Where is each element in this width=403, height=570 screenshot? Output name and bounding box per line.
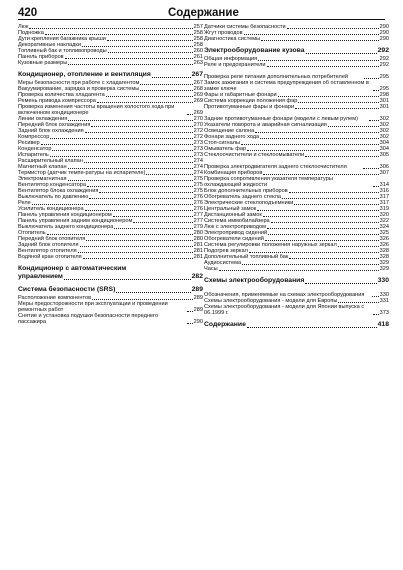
dot-leader [114,228,192,229]
dot-leader [261,40,378,41]
entry-page: 272 [193,134,203,140]
entry-page: 330 [379,292,389,298]
dot-leader [41,144,193,145]
toc-entry [204,304,389,316]
entry-page: 274 [193,170,203,176]
entry-page: 328 [379,254,389,260]
dot-leader [113,216,193,217]
toc-entry [204,158,389,170]
page-header [18,3,385,19]
entry-page: 292 [379,62,389,68]
entry-page: 258 [193,36,203,42]
entry-page: 274 [193,158,203,164]
dot-leader [146,174,192,175]
dot-leader [363,168,378,169]
toc-left-column [18,24,203,325]
toc-entry [204,286,389,298]
section-page: 289 [191,286,203,293]
dot-leader [87,186,193,187]
entry-title: Люк [18,24,29,30]
dot-leader [52,150,192,151]
dot-leader [242,264,379,265]
dot-leader [187,311,193,312]
entry-title: Датчики системы безопасности [204,24,286,30]
entry-page: 258 [193,42,203,48]
section-title-line1: Кондиционер с автоматическим [18,265,127,272]
entry-title: Расположение компонентов [18,295,92,301]
dot-leader [282,198,379,199]
dot-leader [97,102,193,103]
toc-entry [204,68,389,80]
entry-page: 289 [193,295,203,301]
entry-page: 302 [379,116,389,122]
dot-leader [255,132,378,133]
entry-title: Стоп-сигналы [204,140,240,146]
dot-leader [64,279,191,280]
dot-leader [50,138,192,139]
entry-page: 301 [379,104,389,110]
dot-leader [271,222,379,223]
entry-title: Дополнительный топливный бак [204,254,289,260]
entry-page: 324 [379,224,389,230]
entry-title: Реле и предохранители [204,62,266,68]
dot-leader [306,53,377,54]
toc-entry [204,176,389,188]
dot-leader [84,162,193,163]
entry-page: 302 [379,122,389,128]
dot-leader [289,192,379,193]
entry-page: 329 [379,260,389,266]
entry-title: Задние противотуманные фонари (модели с левым рулем) [204,116,358,122]
toc-section-heading [18,286,203,294]
entry-page: 273 [193,146,203,152]
entry-title: Система регулировки положения наружных зеркал [204,242,337,248]
dot-leader [187,323,193,324]
entry-page: 269 [193,98,203,104]
entry-title: Расширительный клапан [18,158,83,164]
entry-page: 257 [193,24,203,30]
entry-page: 320 [379,212,389,218]
entry-page: 314 [379,182,389,188]
entry-page: 290 [193,319,203,325]
entry-title: Меры предосторожности при эксплуатации и проведении ремонтных работ [18,301,168,313]
dot-leader [305,283,376,284]
entry-page: 325 [379,230,389,236]
entry-page: 302 [379,128,389,134]
dot-leader [140,84,192,85]
dot-leader [116,292,190,293]
entry-title: Передний блок отопителя [18,236,86,242]
dot-leader [241,144,379,145]
dot-leader [373,90,379,91]
entry-title: Магнитный клапан [18,164,67,170]
entry-page: 319 [379,206,389,212]
entry-title: Выключатель заднего кондиционера [18,224,114,230]
dot-leader [80,246,193,247]
entry-title: Панель управления задним кондиционером [18,218,133,224]
toc-section-heading [18,71,203,79]
entry-page: 298 [379,92,389,98]
entry-page: 260 [193,48,203,54]
dot-leader [247,327,377,328]
entry-title: Проверка электродвигателя заднего стеклоочистителя [204,164,347,170]
section-title: Система безопасности (SRS) [18,286,116,293]
entry-title: Вакуумирование, зарядка и проверка системы [18,86,140,92]
entry-title: Жгут проводов [204,30,243,36]
dot-leader [133,222,192,223]
toc-right-column [204,24,389,330]
dot-leader [83,258,193,259]
dot-leader [140,90,192,91]
entry-page: 268 [193,86,203,92]
dot-leader [68,180,193,181]
entry-title: Вентилятор блока охлаждения [18,188,99,194]
entry-page: 305 [379,152,389,158]
toc-entry [18,60,203,66]
entry-title: Компрессор [18,134,50,140]
dot-leader [152,77,191,78]
dot-leader [268,234,379,235]
entry-title: Фары и габаритные фонари [204,92,277,98]
entry-page: 301 [379,98,389,104]
dot-leader [65,58,193,59]
entry-title: Проверка изменения частоты вращения холостого хода при включенном кондиционере [18,104,175,116]
entry-page: 263 [193,60,203,66]
entry-title: Усилитель кондиционера [18,206,84,212]
entry-page: 290 [379,36,389,42]
toc-section-heading [18,265,203,281]
entry-page: 317 [379,194,389,200]
dot-leader [328,126,379,127]
entry-title: Выключатель по давлению [18,194,89,200]
dot-leader [108,52,193,53]
dot-leader [289,258,378,259]
toc-entry [18,104,203,116]
toc-entry [204,266,389,272]
entry-title: Водяной кран отопителя [18,254,82,260]
entry-title: Ресивер [18,140,40,146]
entry-page: 326 [379,236,389,242]
dot-leader [247,150,379,151]
entry-title: Обогреватель заднего стекла [204,194,281,200]
dot-leader [68,168,193,169]
entry-title: Линии охлаждения [18,116,68,122]
dot-leader [85,210,193,211]
toc-section-heading [204,47,389,55]
dot-leader [91,126,192,127]
entry-page: 276 [193,194,203,200]
dot-leader [50,156,193,157]
entry-title: Схемы электрооборудования - модели для Японии выпуска с 06.1999 г. [204,304,365,316]
entry-page: 267 [193,80,203,86]
entry-page: 289 [193,307,203,313]
entry-page: 269 [193,92,203,98]
toc-entry [18,301,203,313]
entry-title: Система коррекции положения фар [204,98,298,104]
entry-page: 275 [193,182,203,188]
entry-page: 292 [379,56,389,62]
entry-title: Схемы электрооборудования - модели для Европы [204,298,338,304]
dot-leader [249,252,379,253]
section-page: 282 [191,273,203,280]
dot-leader [267,228,379,229]
entry-page: 280 [193,230,203,236]
entry-title: Дистанционный замок [204,212,262,218]
dot-leader [338,302,378,303]
entry-page: 276 [193,206,203,212]
dot-leader [267,66,379,67]
dot-leader [219,270,379,271]
entry-title: Снятие и установка подушки безопасности переднего пассажира [18,313,159,325]
section-title-line2-row [18,273,203,281]
dot-leader [45,34,193,35]
entry-title: Диагностика системы [204,36,261,42]
dot-leader [187,114,193,115]
entry-title: Освещение салона [204,128,255,134]
entry-page: 306 [379,164,389,170]
entry-page: 373 [379,310,389,316]
toc-section-heading [204,321,389,329]
entry-page: 281 [193,254,203,260]
entry-title: Декоративные накладки [18,42,81,48]
entry-title: Отопитель [18,230,46,236]
entry-page: 295 [379,86,389,92]
entry-page: 272 [193,128,203,134]
entry-title: Подножка [18,30,44,36]
dot-leader [287,28,379,29]
entry-title: Блок дополнительных приборов [204,188,288,194]
section-page: 267 [191,71,203,78]
entry-title: Проверка реле питания дополнительных потребителей [204,74,349,80]
entry-title: Электрические стеклоподъемники [204,200,294,206]
entry-page: 273 [193,140,203,146]
section-page: 330 [377,277,389,284]
toc-section-heading [204,277,389,285]
entry-title: Общая информация [204,56,258,62]
entry-title: Конденсатор [18,146,52,152]
page-title: Содержание [168,7,239,19]
dot-leader [68,120,192,121]
entry-title: Аудиосистема [204,260,242,266]
dot-leader [295,108,379,109]
dot-leader [85,132,193,133]
entry-title: Обогреватели сидений [204,236,264,242]
dot-leader [369,120,379,121]
dot-leader [47,234,193,235]
entry-page: 274 [193,164,203,170]
entry-title: Электромагнитная [18,176,67,182]
entry-page: 270 [193,122,203,128]
section-page: 418 [377,321,389,328]
dot-leader [78,252,193,253]
dot-leader [372,296,379,297]
entry-title: Комбинация приборов [204,170,263,176]
dot-leader [89,198,192,199]
entry-page: 258 [193,30,203,36]
entry-page: 269 [193,110,203,116]
dot-leader [278,96,379,97]
entry-page: 277 [193,218,203,224]
entry-title: Вентилятор конденсатора [18,182,86,188]
dot-leader [244,34,379,35]
entry-page: 322 [379,218,389,224]
entry-page: 275 [193,188,203,194]
entry-title: Проверка сопротивления указателя температуры охлаждающей жидкости [204,176,333,188]
dot-leader [263,216,379,217]
entry-page: 304 [379,140,389,146]
entry-title: Проверка количества хладагента [18,92,105,98]
header-rule [18,19,385,20]
entry-page: 276 [193,200,203,206]
entry-title: Центральный замок [204,206,257,212]
entry-title: Система иммобилайзера [204,218,270,224]
dot-leader [29,28,192,29]
dot-leader [364,78,379,79]
entry-page: 329 [379,266,389,272]
entry-page: 270 [193,116,203,122]
dot-leader [338,246,379,247]
entry-title: Реле [18,200,31,206]
dot-leader [373,314,379,315]
entry-title: Задний блок отопителя [18,242,79,248]
section-title: Кондиционер, отопление и вентиляция [18,71,151,78]
entry-page: 295 [379,74,389,80]
toc-entry [18,313,203,325]
entry-title: Омыватель фар [204,146,247,152]
entry-page: 290 [379,30,389,36]
entry-page: 277 [193,212,203,218]
toc-entry [204,110,389,122]
section-page: 292 [377,47,389,54]
dot-leader [99,192,192,193]
dot-leader [82,46,193,47]
entry-page: 316 [379,188,389,194]
entry-title: Замок зажигания и система предупреждения об оставленном в замке ключе [204,80,369,92]
entry-title: Стеклоочистители и стеклоомыватели [204,152,305,158]
entry-title: Люк с электроприводом [204,224,267,230]
entry-page: 273 [193,152,203,158]
dot-leader [107,40,193,41]
entry-title: Указатели поворота и аварийная сигнализация [204,122,327,128]
entry-page: 261 [193,54,203,60]
entry-page: 280 [193,236,203,242]
entry-title: Панель приборов [18,54,64,60]
entry-title: Фонари заднего хода [204,134,260,140]
entry-title: Панель управления кондиционером [18,212,112,218]
entry-title: Передний блок охлаждения [18,122,91,128]
entry-title: Противотуманные фары и фонари [204,104,295,110]
toc-entry [204,36,389,42]
entry-title: Часы [204,266,218,272]
dot-leader [257,210,378,211]
page-number: 420 [18,7,38,19]
entry-title: Обозначения, применяемые на схемах электрооборудования [204,292,365,298]
entry-title: Топливный бак и топливопроводы [18,48,107,54]
dot-leader [68,64,192,65]
dot-leader [258,60,378,61]
entry-title: Вентилятор отопителя [18,248,77,254]
dot-leader [263,174,378,175]
entry-title: Подогрев зеркал [204,248,248,254]
toc-entry [18,254,203,260]
entry-page: 302 [379,134,389,140]
toc-entry [204,80,389,92]
entry-page: 290 [379,24,389,30]
dot-leader [260,138,378,139]
section-title-line2: управлением [18,273,63,280]
dot-leader [265,240,379,241]
dot-leader [86,240,192,241]
dot-leader [32,204,193,205]
entry-title: Термистор (датчик темпе-ратуры на испарителе) [18,170,146,176]
entry-title: Дуги крепления багажника крыши [18,36,106,42]
section-title: Схемы электрооборудования [204,277,305,284]
dot-leader [305,156,378,157]
entry-page: 281 [193,242,203,248]
entry-page: 275 [193,176,203,182]
entry-page: 279 [193,224,203,230]
dot-leader [298,102,378,103]
entry-title: Задний блок охлаждения [18,128,84,134]
entry-title: Ремень привода компрессора [18,98,96,104]
entry-title: Меры безопасности при работе с хладагентом [18,80,140,86]
dot-leader [373,186,379,187]
entry-page: 317 [379,200,389,206]
entry-page: 328 [379,248,389,254]
dot-leader [92,299,193,300]
section-title: Содержание [204,321,246,328]
section-title: Электрооборудование кузова [204,47,305,54]
entry-title: Испаритель [18,152,49,158]
entry-page: 281 [193,248,203,254]
entry-page: 304 [379,146,389,152]
entry-page: 326 [379,242,389,248]
entry-title: Электропривод сидений [204,230,268,236]
dot-leader [294,204,378,205]
entry-page: 331 [379,298,389,304]
entry-page: 307 [379,170,389,176]
dot-leader [106,96,193,97]
entry-title: Кузовные размеры [18,60,68,66]
